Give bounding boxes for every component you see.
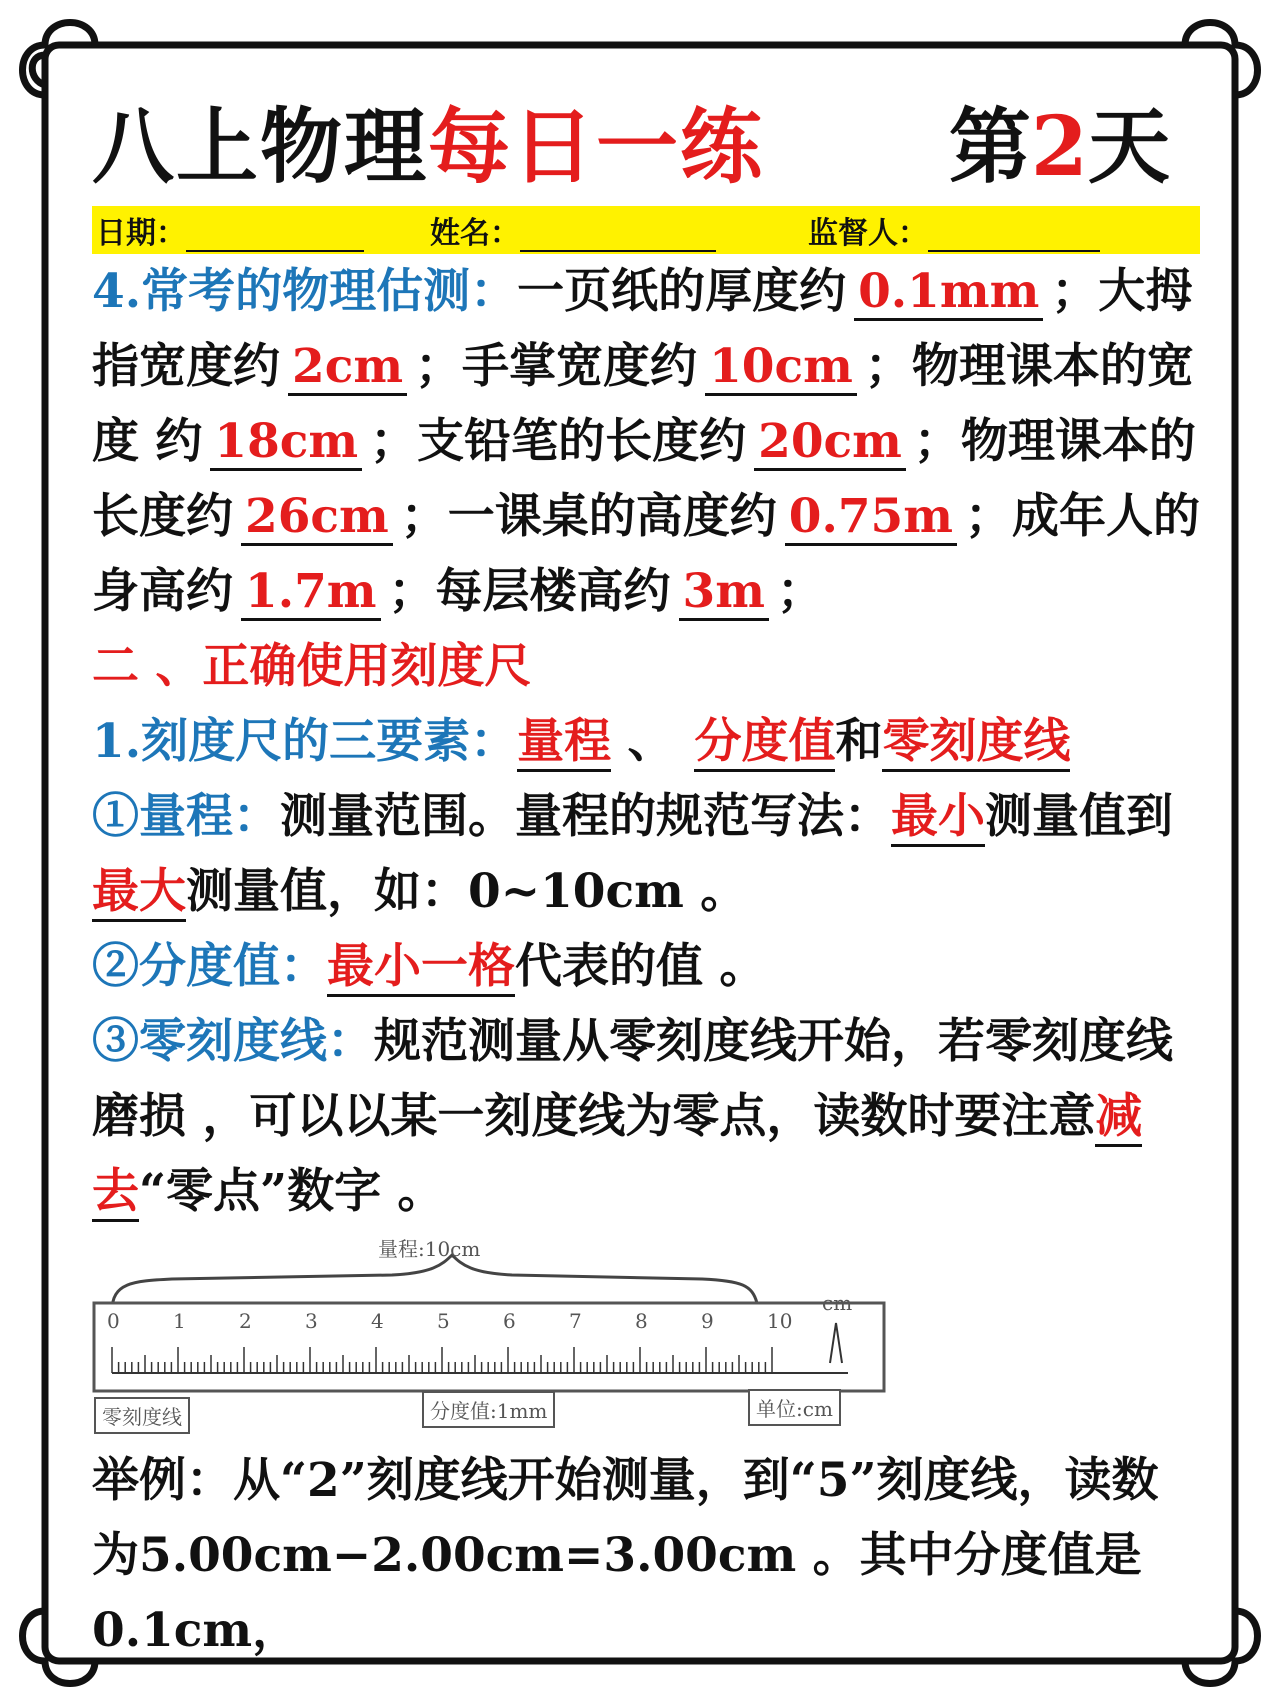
ruler-number: 0 <box>107 1309 120 1333</box>
title-row <box>92 96 1200 204</box>
ruler-body <box>94 1303 884 1391</box>
answer: 26cm <box>241 491 393 546</box>
text: ；物理课本的长度约 <box>92 414 1196 544</box>
ruler-number: 6 <box>503 1309 516 1333</box>
text: ；支铅笔的长度约 <box>370 414 747 469</box>
elements-heading: 1.刻度尺的三要素： <box>92 714 518 769</box>
answer: 最大 <box>92 864 186 922</box>
supervisor-blank[interactable] <box>928 220 1100 252</box>
answer: 分度值 <box>694 714 835 772</box>
name-label: 姓名： <box>430 216 520 251</box>
estimation-paragraph <box>92 254 1200 629</box>
text: 测量范围。量程的规范写法： <box>280 789 891 844</box>
date-field[interactable] <box>96 208 364 252</box>
answer: 量程 <box>517 714 611 772</box>
example-paragraph: 举例：从“2”刻度线开始测量，到“5”刻度线，读数为5.00cm−2.00cm=3.00cm 。其中分度值是0.1cm， <box>92 1453 1159 1658</box>
ruler-number: 1 <box>173 1309 186 1333</box>
title-highlight: 每日一练 <box>428 99 765 195</box>
supervisor-field[interactable] <box>808 208 1100 252</box>
ruler-number: 3 <box>305 1309 318 1333</box>
range-paragraph <box>92 779 1200 929</box>
text: 规范测量从零刻度线开始，若零刻度线磨损 ，可以以某一刻度线为零点，读数时要注意 <box>92 1014 1173 1144</box>
ruler-figure <box>92 1233 972 1443</box>
text: ；手掌宽度约 <box>415 339 698 394</box>
text: 测量值，如：0~10cm 。 <box>186 864 748 919</box>
text: 一页纸的厚度约 <box>517 264 847 319</box>
ruler-number: 9 <box>701 1309 714 1333</box>
ruler-number: 8 <box>635 1309 648 1333</box>
answer: 1.7m <box>241 566 381 621</box>
zero-heading: ③零刻度线： <box>92 1014 374 1069</box>
answer: 10cm <box>705 341 857 396</box>
name-blank[interactable] <box>520 220 716 252</box>
answer: 减去 <box>92 1089 1142 1222</box>
ruler-number: 2 <box>239 1309 252 1333</box>
worksheet-content <box>92 96 1200 1668</box>
ruler-number: 7 <box>569 1309 582 1333</box>
text: 代表的值 。 <box>515 939 767 994</box>
answer: 20cm <box>754 416 906 471</box>
ruler-elements <box>92 704 1200 779</box>
day-suffix: 天 <box>1087 99 1170 195</box>
date-blank[interactable] <box>186 220 364 252</box>
answer: 2cm <box>288 341 407 396</box>
answer: 零刻度线 <box>882 714 1070 772</box>
range-label: 量程:10cm <box>378 1237 481 1261</box>
text: ；一课桌的高度约 <box>400 489 777 544</box>
ruler-number: 4 <box>371 1309 384 1333</box>
unit-label: 单位:cm <box>748 1389 841 1426</box>
answer: 18cm <box>210 416 362 471</box>
zero-paragraph <box>92 1004 1200 1229</box>
name-field[interactable] <box>430 208 716 252</box>
text: ； <box>776 564 824 619</box>
text: ；物理课本的宽度 约 <box>92 339 1194 469</box>
unit-mark: cm <box>822 1291 853 1315</box>
answer: 最小一格 <box>327 939 515 997</box>
text: 和 <box>835 714 883 769</box>
text: ；大拇指宽度约 <box>92 264 1193 394</box>
day-number: 2 <box>1030 99 1088 195</box>
day-label <box>948 99 1170 195</box>
section-heading: 二 、正确使用刻度尺 <box>92 639 532 694</box>
estimation-heading: 4.常考的物理估测： <box>92 264 518 319</box>
text: 、 <box>611 714 675 769</box>
text: 测量值到 <box>985 789 1173 844</box>
division-value-label: 分度值:1mm <box>422 1391 555 1428</box>
answer: 0.75m <box>785 491 957 546</box>
text: ；每层楼高约 <box>388 564 671 619</box>
answer: 0.1mm <box>854 266 1043 321</box>
zero-line-label: 零刻度线 <box>94 1397 190 1434</box>
text: “零点”数字 。 <box>139 1164 445 1219</box>
day-prefix: 第 <box>948 99 1031 195</box>
supervisor-label: 监督人： <box>808 216 928 251</box>
answer: 最小 <box>891 789 985 847</box>
range-heading: ①量程： <box>92 789 280 844</box>
page-title <box>92 99 765 195</box>
ruler-number: 5 <box>437 1309 450 1333</box>
date-label: 日期： <box>96 216 186 251</box>
ruler-number: 10 <box>767 1309 793 1333</box>
answer: 3m <box>679 566 769 621</box>
division-heading: ②分度值： <box>92 939 327 994</box>
meta-bar <box>92 206 1200 254</box>
division-paragraph <box>92 929 1200 1004</box>
text: ；成年人的身高约 <box>92 489 1200 619</box>
title-subject: 八上物理 <box>92 99 429 195</box>
